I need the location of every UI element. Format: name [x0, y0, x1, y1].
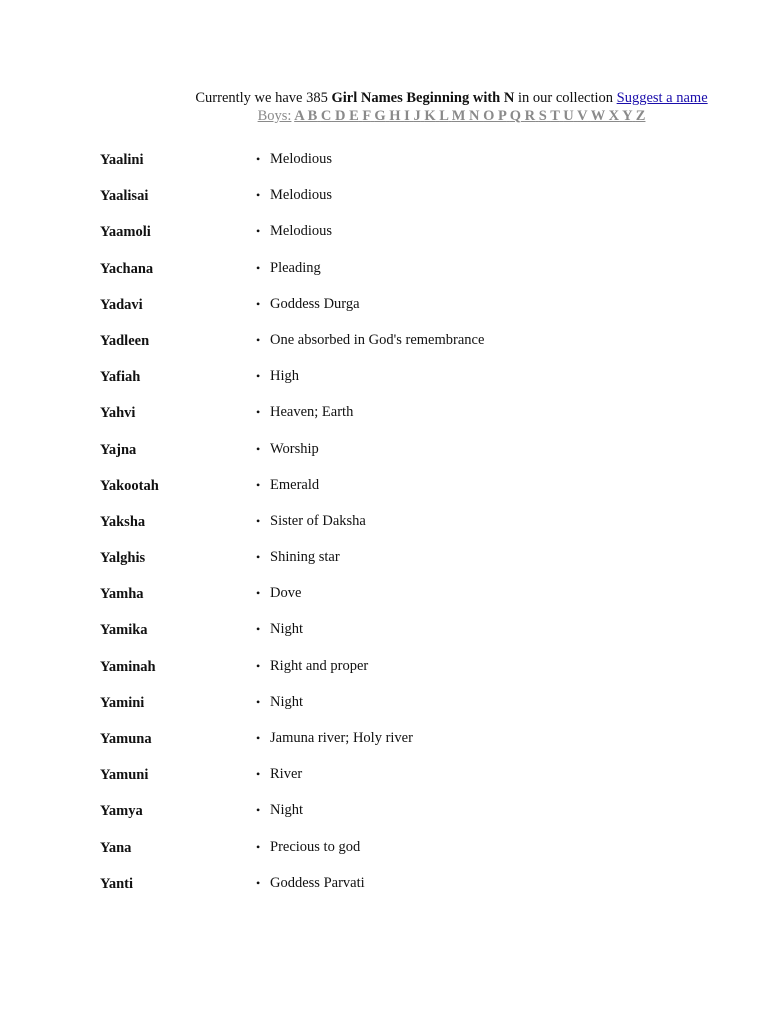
name-row [100, 513, 720, 549]
meaning-text: River [270, 766, 303, 783]
name-row [100, 658, 720, 694]
bullet-icon: • [256, 332, 261, 347]
suggest-name-link[interactable]: Suggest a name [616, 90, 708, 106]
name-row [100, 585, 720, 621]
name-row [100, 223, 720, 259]
name-label: Yadavi [100, 296, 143, 313]
alphabet-letter-u[interactable]: U [563, 108, 574, 124]
meaning-list-item [256, 404, 353, 421]
meaning-text: One absorbed in God's remembrance [270, 331, 485, 348]
name-label: Yamuna [100, 731, 152, 747]
alphabet-letter-f[interactable]: F [362, 108, 371, 124]
name-label: Yajna [100, 441, 137, 458]
bullet-icon: • [256, 260, 261, 275]
alphabet-letter-d[interactable]: D [334, 108, 346, 124]
name-row [100, 332, 720, 368]
meaning-list-item [256, 151, 332, 168]
alphabet-letter-o[interactable]: O [483, 108, 495, 124]
name-label: Yamini [100, 694, 145, 711]
meaning-text: Worship [270, 440, 319, 457]
name-label: Yakootah [100, 477, 159, 494]
meaning-list-item [256, 223, 332, 240]
name-row [100, 296, 720, 332]
name-row [100, 621, 720, 657]
alphabet-letter-k[interactable]: K [424, 108, 436, 124]
boys-alphabet-nav [0, 107, 768, 125]
alphabet-letter-v[interactable]: V [577, 108, 588, 124]
meaning-list-item [256, 187, 332, 204]
alphabet-letter-g[interactable]: G [374, 108, 386, 124]
bullet-icon: • [256, 477, 261, 492]
bullet-icon: • [256, 803, 261, 818]
alphabet-letter-b[interactable]: B [307, 108, 318, 124]
name-row [100, 260, 720, 296]
name-row [100, 730, 720, 766]
meaning-list-item [256, 621, 303, 638]
alphabet-letter-i[interactable]: I [404, 108, 410, 124]
name-label: Yamya [100, 803, 143, 820]
meaning-text: Melodious [270, 187, 333, 204]
bullet-icon: • [256, 767, 261, 782]
meaning-list-item [256, 766, 302, 783]
meaning-list-item [256, 839, 360, 856]
alphabet-letter-y[interactable]: Y [622, 108, 633, 124]
name-label: Yahvi [100, 405, 136, 422]
meaning-text: Melodious [270, 151, 333, 167]
meaning-text: High [270, 368, 299, 385]
name-row [100, 875, 720, 911]
name-label: Yaminah [100, 658, 156, 675]
meaning-text: Night [270, 802, 304, 819]
name-label: Yamika [100, 622, 148, 639]
bullet-icon: • [256, 369, 261, 384]
meaning-text: Jamuna river; Holy river [270, 730, 413, 746]
alphabet-letters [294, 108, 645, 124]
name-label: Yalghis [100, 550, 146, 567]
summary-category: Girl Names Beginning with N [331, 90, 515, 106]
name-label: Yaksha [100, 513, 146, 530]
bullet-icon: • [256, 658, 261, 673]
bullet-icon: • [256, 875, 261, 890]
meaning-text: Shining star [270, 549, 340, 566]
name-label: Yaamoli [100, 224, 151, 241]
meaning-list-item [256, 296, 360, 313]
meaning-text: Melodious [270, 223, 333, 240]
alphabet-letter-m[interactable]: M [451, 108, 466, 124]
name-label: Yaalini [100, 152, 144, 168]
alphabet-letter-c[interactable]: C [320, 108, 332, 124]
meaning-list-item [256, 585, 301, 602]
alphabet-letter-t[interactable]: T [550, 108, 560, 124]
meaning-list-item [256, 513, 366, 530]
name-row [100, 187, 720, 223]
meaning-text: Sister of Daksha [270, 512, 366, 529]
collection-summary [0, 89, 768, 107]
name-row [100, 802, 720, 838]
meaning-text: Goddess Parvati [270, 874, 365, 891]
meaning-list-item [256, 875, 365, 892]
alphabet-letter-x[interactable]: X [608, 108, 620, 124]
bullet-icon: • [256, 731, 261, 745]
bullet-icon: • [256, 694, 261, 709]
names-list [100, 151, 720, 911]
alphabet-letter-s[interactable]: S [538, 108, 547, 124]
collection-header [0, 89, 768, 125]
bullet-icon: • [256, 152, 261, 166]
alphabet-letter-n[interactable]: N [469, 108, 480, 124]
meaning-text: Right and proper [270, 657, 369, 674]
name-label: Yachana [100, 260, 154, 277]
name-row [100, 441, 720, 477]
meaning-text: Precious to god [270, 838, 361, 855]
bullet-icon: • [256, 405, 261, 420]
meaning-list-item [256, 730, 413, 747]
bullet-icon: • [256, 224, 261, 239]
bullet-icon: • [256, 441, 261, 456]
name-row [100, 368, 720, 404]
name-label: Yamuni [100, 767, 149, 784]
name-label: Yafiah [100, 369, 141, 386]
name-row [100, 549, 720, 585]
meaning-list-item [256, 802, 303, 819]
name-label: Yanti [100, 875, 134, 892]
meaning-list-item [256, 368, 299, 385]
bullet-icon: • [256, 586, 261, 601]
meaning-list-item [256, 332, 484, 349]
boys-label[interactable]: Boys: [257, 108, 292, 124]
alphabet-letter-e[interactable]: E [349, 108, 359, 124]
alphabet-letter-p[interactable]: P [498, 108, 507, 124]
summary-suffix: in our collection [514, 90, 617, 106]
name-label: Yana [100, 839, 132, 856]
name-label: Yamha [100, 586, 144, 603]
name-label: Yaalisai [100, 188, 149, 205]
name-row [100, 766, 720, 802]
meaning-text: Night [270, 621, 304, 638]
meaning-text: Dove [270, 585, 302, 602]
bullet-icon: • [256, 550, 261, 565]
name-row [100, 151, 720, 187]
meaning-text: Night [270, 693, 304, 710]
alphabet-letter-z[interactable]: Z [635, 108, 646, 124]
meaning-list-item [256, 694, 303, 711]
bullet-icon: • [256, 622, 261, 637]
alphabet-letter-q[interactable]: Q [509, 108, 522, 124]
alphabet-letter-j[interactable]: J [413, 108, 421, 124]
bullet-icon: • [256, 188, 261, 203]
summary-prefix: Currently we have 385 [195, 90, 332, 106]
alphabet-letter-a[interactable]: A [294, 108, 304, 124]
name-row [100, 839, 720, 875]
meaning-list-item [256, 658, 368, 675]
name-label: Yadleen [100, 332, 150, 349]
alphabet-letter-r[interactable]: R [524, 108, 536, 124]
meaning-list-item [256, 549, 340, 566]
alphabet-letter-w[interactable]: W [590, 108, 605, 124]
name-row [100, 694, 720, 730]
meaning-text: Goddess Durga [270, 295, 360, 312]
bullet-icon: • [256, 296, 261, 311]
name-row [100, 477, 720, 513]
meaning-list-item [256, 260, 321, 277]
meaning-list-item [256, 477, 319, 494]
alphabet-letter-h[interactable]: H [389, 108, 401, 124]
meaning-text: Emerald [270, 476, 320, 493]
bullet-icon: • [256, 513, 261, 528]
alphabet-letter-l[interactable]: L [439, 108, 449, 124]
name-row [100, 404, 720, 440]
bullet-icon: • [256, 839, 261, 854]
meaning-text: Pleading [270, 259, 321, 276]
meaning-text: Heaven; Earth [270, 404, 354, 421]
meaning-list-item [256, 441, 319, 458]
